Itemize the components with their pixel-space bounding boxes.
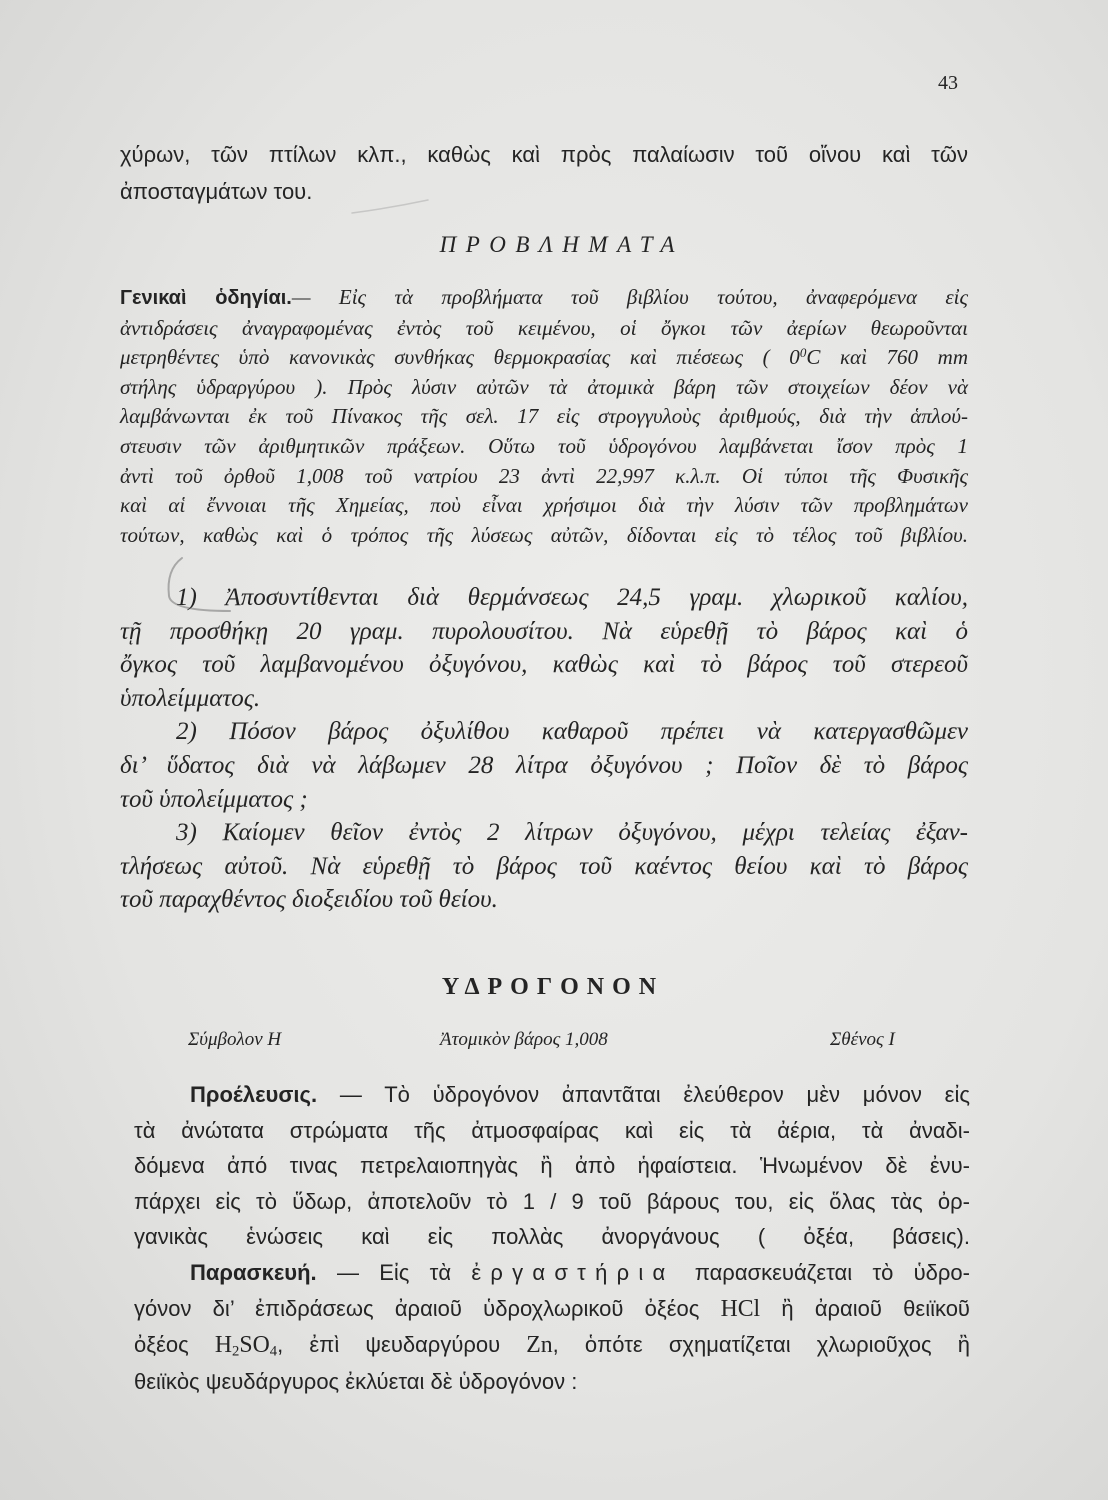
text-span: — Εἰς τὰ προβλήματα τοῦ βιβλίου τούτου, ἀναφερόμενα εἰς	[291, 285, 968, 309]
text-line: τοῦ ὑπολείμματος ;	[120, 785, 308, 813]
preparation-paragraph	[134, 1255, 970, 1399]
text-line	[134, 1327, 970, 1364]
preparation-lead: Παρασκευή.	[190, 1259, 317, 1285]
problems-heading: ΠΡΟΒΛΗΜΑΤΑ	[439, 232, 684, 257]
text-span: γόνον δι’ ἐπιδράσεως ἀραιοῦ ὑδροχλωρικοῦ ὀξέος	[134, 1295, 700, 1321]
intro-paragraph	[120, 136, 968, 210]
text-span: μετρηθέντες ὑπὸ κανονικὰς συνθήκας θερμοκρασίας καὶ πιέσεως ( 0	[120, 345, 800, 370]
text-span: — Τὸ ὑδρογόνον ἀπαντᾶται ἐλεύθερον μὲν μόνον εἰς	[339, 1082, 970, 1107]
problem-2	[120, 715, 968, 816]
text-line	[134, 1077, 970, 1113]
text-line: τλήσεως αὐτοῦ. Νὰ εὑρεθῇ τὸ βάρος τοῦ καέντος θείου καὶ τὸ βάρος	[120, 852, 968, 880]
problem-3	[120, 816, 968, 917]
problems-list	[120, 581, 968, 917]
text-line: 3) Καίομεν θεῖον ἐντὸς 2 λίτρων ὀξυγόνου, μέχρι τελείας ἐξαν-	[176, 819, 968, 847]
chemical-formula: Zn	[526, 1332, 553, 1359]
text-line: γανικὰς ἑνώσεις καὶ εἰς πολλὰς ἀνοργάνους ( ὀξέα, βάσεις).	[134, 1224, 970, 1250]
problem-1	[120, 581, 968, 715]
text-span: C καὶ 760 mm	[806, 345, 968, 370]
element-valence: Σθένος Ι	[830, 1029, 895, 1050]
formula-subscript: 4	[269, 1343, 278, 1360]
text-line: λαμβάνωνται ἐκ τοῦ Πίνακος τῆς σελ. 17 εἰς στρογγυλοὺς ἀριθμούς, διὰ τὴν ἁπλού-	[120, 404, 968, 429]
text-line: τοῦ παραχθέντος διοξειδίου τοῦ θείου.	[120, 886, 498, 914]
hydrogen-heading: ΥΔΡΟΓΟΝΟΝ	[441, 974, 665, 1000]
chemical-formula: HCl	[720, 1295, 761, 1322]
guidelines-lead: Γενικαὶ ὁδηγίαι.	[120, 287, 292, 309]
text-line: καὶ αἱ ἔννοιαι τῆς Χημείας, ποὺ εἶναι χρήσιμοι διὰ τὴν λύσιν τῶν προβλημάτων	[120, 493, 968, 518]
text-line: τούτων, καθὼς καὶ ὁ τρόπος τῆς λύσεως αὐτῶν, δίδονται εἰς τὸ τέλος τοῦ βιβλίου.	[120, 522, 968, 547]
text-span: ἢ ἀραιοῦ θειϊκοῦ	[781, 1295, 970, 1321]
text-line	[134, 1291, 970, 1328]
text-line: ὄγκος τοῦ λαμβανομένου ὀξυγόνου, καθὼς καὶ τὸ βάρος τοῦ στερεοῦ	[120, 651, 968, 679]
element-atomic-weight: Ἀτομικὸν βάρος 1,008	[440, 1029, 608, 1050]
guidelines-paragraph	[120, 283, 968, 550]
text-line: ἀντὶ τοῦ ὀρθοῦ 1,008 τοῦ νατρίου 23 ἀντὶ 22,997 κ.λ.π. Οἱ τύποι τῆς Φυσικῆς	[120, 463, 968, 488]
hydrogen-text	[134, 1077, 970, 1399]
text-line: χύρων, τῶν πτίλων κλπ., καθὼς καὶ πρὸς παλαίωσιν τοῦ οἴνου καὶ τῶν	[120, 142, 968, 167]
text-line: ὑπολείμματος.	[120, 684, 261, 712]
text-span: ὀξέος	[134, 1332, 189, 1358]
text-line: ἀντιδράσεις ἀναγραφομένας ἐντὸς τοῦ κειμένου, οἱ ὄγκοι τῶν ἀερίων θεωροῦνται	[120, 315, 968, 340]
formula-part: SO	[239, 1332, 270, 1359]
text-line: δόμενα ἀπό τινας πετρελαιοπηγὰς ἢ ἀπὸ ἡφαίστεια. Ἡνωμένον δὲ ἐνυ-	[134, 1153, 970, 1179]
spaced-word: ἐργαστήρια	[471, 1259, 675, 1285]
text-line	[120, 283, 968, 314]
text-line: τῇ προσθήκῃ 20 γραμ. πυρολουσίτου. Νὰ εὑρεθῇ τὸ βάρος καὶ ὁ	[120, 617, 968, 645]
element-symbol: Σύμβολον Η	[188, 1029, 282, 1050]
origin-lead: Προέλευσις.	[190, 1082, 318, 1107]
text-line: ἀποσταγμάτων του.	[120, 179, 313, 204]
text-line: πάρχει εἰς τὸ ὕδωρ, ἀποτελοῦν τὸ 1 / 9 τοῦ βάρους του, εἰς ὅλας τὰς ὀρ-	[134, 1188, 970, 1214]
text-span: , ὁπότε σχηματίζεται χλωριοῦχος ἢ	[552, 1332, 970, 1358]
text-span: — Εἰς τὰ	[336, 1259, 452, 1285]
text-line: στήλης ὑδραργύρου ). Πρὸς λύσιν αὐτῶν τὰ ἀτομικὰ βάρη τῶν στοιχείων δέον νὰ	[120, 374, 968, 399]
text-line	[120, 343, 968, 373]
origin-paragraph	[134, 1077, 970, 1255]
formula-subscript: 2	[232, 1343, 240, 1360]
text-span: , ἐπὶ ψευδαργύρου	[277, 1332, 501, 1358]
text-line: τὰ ἀνώτατα στρώματα τῆς ἀτμοσφαίρας καὶ εἰς τὰ ἀέρια, τὰ ἀναδι-	[134, 1117, 970, 1143]
text-line: θειϊκὸς ψευδάργυρος ἐκλύεται δὲ ὑδρογόνον :	[134, 1368, 578, 1394]
text-line: 1) Ἀποσυντίθενται διὰ θερμάνσεως 24,5 γραμ. χλωρικοῦ καλίου,	[176, 584, 968, 611]
text-line	[134, 1255, 970, 1291]
text-line: 2) Πόσον βάρος ὀξυλίθου καθαροῦ πρέπει νὰ κατεργασθῶμεν	[176, 718, 968, 746]
formula-part: H	[214, 1332, 233, 1359]
text-span: παρασκευάζεται τὸ ὑδρο-	[694, 1259, 970, 1285]
page-number: 43	[938, 72, 958, 94]
chemical-formula	[215, 1332, 277, 1358]
degree-superscript: 0	[799, 345, 807, 361]
text-line: στευσιν τῶν ἀριθμητικῶν πράξεων. Οὕτω τοῦ ὑδρογόνου λαμβάνεται ἴσον πρὸς 1	[120, 433, 968, 458]
text-line: δι’ ὕδατος διὰ νὰ λάβωμεν 28 λίτρα ὀξυγόνου ; Ποῖον δὲ τὸ βάρος	[120, 751, 968, 779]
